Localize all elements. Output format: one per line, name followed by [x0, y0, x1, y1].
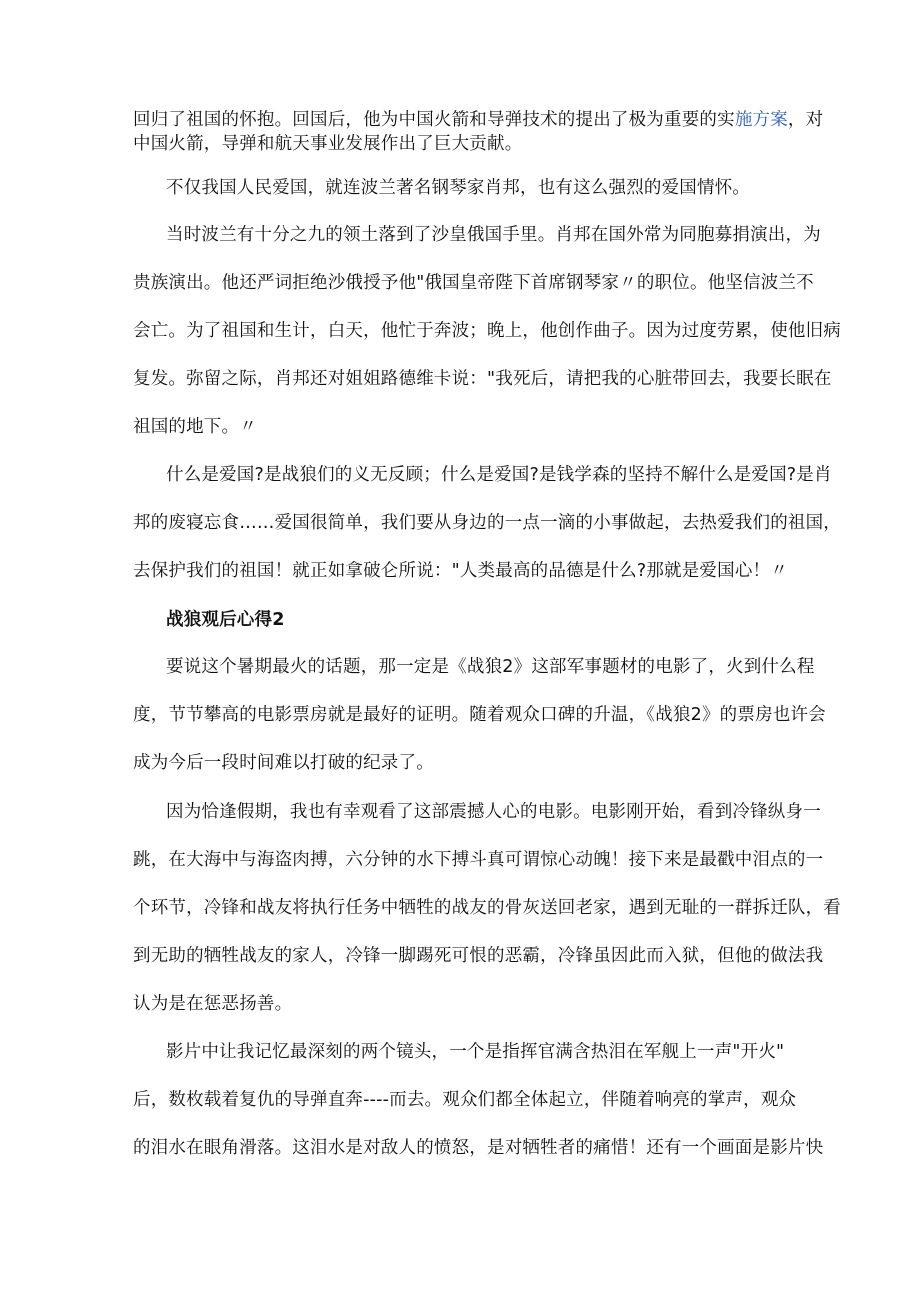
line-text: 度，节节攀高的电影票房就是最好的证明。随着观众口碑的升温，《战狼2》的票房也许会	[133, 705, 826, 725]
line-text: 不仅我国人民爱国，就连波兰著名钢琴家肖邦，也有这么强烈的爱国情怀。	[166, 178, 751, 198]
paragraph-line	[166, 800, 821, 824]
paragraph-line	[133, 1088, 796, 1112]
section-heading	[166, 608, 285, 632]
paragraph-line	[133, 751, 434, 775]
line-text: 成为今后一段时间难以打破的纪录了。	[133, 753, 434, 773]
line-text: 个环节，冷锋和战友将执行任务中牺牲的战友的骨灰送回老家，遇到无耻的一群拆迁队，看	[133, 898, 841, 918]
line-text: 邦的废寝忘食……爱国很简单，我们要从身边的一点一滴的小事做起，去热爱我们的祖国，	[133, 513, 841, 533]
paragraph-line	[133, 896, 841, 920]
paragraph-line	[133, 367, 832, 391]
line-text: 跳，在大海中与海盗肉搏，六分钟的水下搏斗真可谓惊心动魄！接下来是最戳中泪点的一	[133, 850, 824, 870]
inline-link[interactable]: 施方案	[734, 110, 788, 130]
paragraph-line	[166, 463, 832, 487]
line-text: 回归了祖国的怀抱。回国后，他为中国火箭和导弹技术的提出了极为重要的实	[133, 110, 735, 130]
paragraph-line	[166, 223, 821, 247]
paragraph-line	[133, 703, 826, 727]
line-text: 后，数枚载着复仇的导弹直奔----而去。观众们都全体起立，伴随着响亮的掌声，观众	[133, 1090, 797, 1110]
line-text: 认为是在惩恶扬善。	[133, 994, 293, 1014]
paragraph-line	[166, 1040, 784, 1064]
paragraph-line	[133, 511, 841, 535]
line-text: 因为恰逢假期，我也有幸观看了这部震撼人心的电影。电影刚开始，看到冷锋纵身一	[166, 802, 821, 822]
paragraph-line	[133, 415, 257, 439]
paragraph-line	[133, 944, 823, 968]
paragraph-line	[166, 655, 815, 679]
paragraph-line	[133, 132, 522, 156]
line-text: 中国火箭，导弹和航天事业发展作出了巨大贡献。	[133, 134, 523, 154]
paragraph-line	[133, 848, 823, 872]
line-text: 战狼观后心得2	[166, 610, 285, 630]
line-text: 到无助的牺牲战友的家人，冷锋一脚踢死可恨的恶霸，冷锋虽因此而入狱，但他的做法我	[133, 946, 824, 966]
paragraph-line	[133, 319, 841, 343]
line-text: 的泪水在眼角滑落。这泪水是对敌人的愤怒，是对牺牲者的痛惜！还有一个画面是影片快	[133, 1138, 824, 1158]
line-text: 复发。弥留之际，肖邦还对姐姐路德维卡说："我死后，请把我的心脏带回去，我要长眠在	[133, 369, 832, 389]
line-text: 会亡。为了祖国和生计，白天，他忙于奔波；晚上，他创作曲子。因为过度劳累，使他旧病	[133, 321, 841, 341]
line-text: 要说这个暑期最火的话题，那一定是《战狼2》这部军事题材的电影了，火到什么程	[166, 657, 815, 677]
line-text: 什么是爱国?是战狼们的义无反顾；什么是爱国?是钱学森的坚持不解什么是爱国?是肖	[166, 465, 832, 485]
paragraph-line	[133, 271, 814, 295]
line-text: 影片中让我记忆最深刻的两个镜头，一个是指挥官满含热泪在军舰上一声"开火"	[166, 1042, 785, 1062]
paragraph-line	[133, 559, 788, 583]
paragraph-line	[133, 992, 292, 1016]
line-text: 去保护我们的祖国！就正如拿破仑所说："人类最高的品德是什么?那就是爱国心！〃	[133, 561, 788, 581]
paragraph-line	[133, 1136, 823, 1160]
line-text: ，对	[787, 110, 824, 130]
paragraph-line	[166, 176, 750, 200]
paragraph-line	[133, 108, 823, 132]
line-text: 贵族演出。他还严词拒绝沙俄授予他"俄国皇帝陛下首席钢琴家〃的职位。他坚信波兰不	[133, 273, 814, 293]
line-text: 当时波兰有十分之九的领土落到了沙皇俄国手里。肖邦在国外常为同胞募捐演出，为	[166, 225, 821, 245]
line-text: 祖国的地下。〃	[133, 417, 257, 437]
